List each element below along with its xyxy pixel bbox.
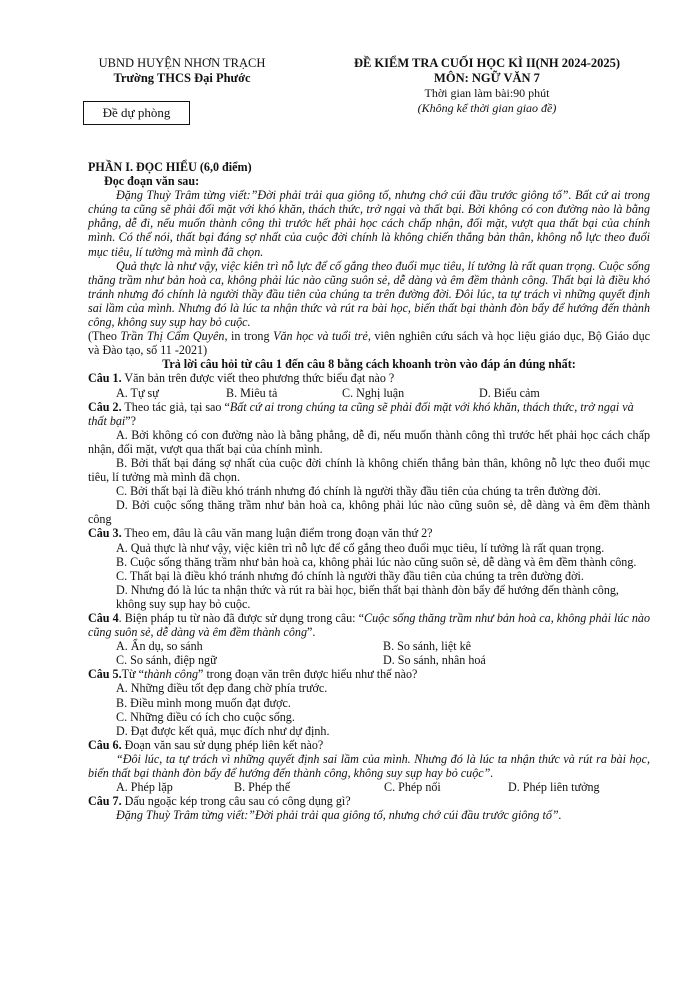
q5-option-c[interactable]: C. Những điều có ích cho cuộc sống. [116,709,295,724]
exam-content [88,160,650,822]
header-left [82,56,282,86]
q1-option-c[interactable]: C. Nghị luận [342,385,405,400]
q4-option-c[interactable]: C. So sánh, điệp ngữ [116,653,217,668]
q6-option-d[interactable]: D. Phép liên tưởng [508,780,600,795]
q7-quote: Đặng Thuỳ Trâm từng viết:”Đời phải trải qua giông tố, nhưng chớ cúi đầu trước giông tố”. [116,808,562,823]
q4-option-a[interactable]: A. Ẩn dụ, so sánh [116,639,203,654]
q3-option-a[interactable]: A. Quả thực là như vậy, việc kiên trì nỗ lực để cố gắng theo đuổi mục tiêu, lí tưởng là rất quan trọng. [116,540,605,555]
backup-exam-box: Đề dự phòng [83,101,190,125]
q5-option-a[interactable]: A. Những điều tốt đẹp đang chờ phía trước. [116,681,328,696]
q5-option-d[interactable]: D. Đạt được kết quả, mục đích như dự định. [116,723,330,738]
q2-option-a[interactable]: A. Bởi không có con đường nào là bằng phẳng, dễ đi, nếu muốn thành công thì trước hết phải học cách chấp nhận, đối mặt, vượt qua thất bại của chính mình. [88,427,650,456]
q2-option-c[interactable]: C. Bởi thất bại là điều khó tránh nhưng đó chính là người thầy đầu tiên của chúng ta trên đường đời. [116,484,601,499]
question-5: Câu 5.Từ “thành công” trong đoạn văn trên được hiểu như thế nào? [88,667,418,682]
question-3: Câu 3. Theo em, đâu là câu văn mang luận điểm trong đoạn văn thứ 2? [88,526,433,541]
passage-paragraph-1: Đặng Thuỳ Trâm từng viết:”Đời phải trải qua giông tố, nhưng chớ cúi đầu trước giông tố”. Bất cứ ai trong chúng ta cũng sẽ phải đối mặt với khó khăn, thách thức, trở ngại và thất bại. Bởi không có con đường nào là bằng phẳng, dễ đi, nếu muốn thành công thì trước hết phải học cách chấp nhận, đối mặt, vượt qua thất bại của chính mình. Có thể nói, thất bại đáng sợ nhất của cuộc đời chính là không chiến thắng bản thân, không nỗ lực theo đuổi mục tiêu, lí tưởng mà mình đã chọn. [88,188,650,259]
read-label: Đọc đoạn văn sau: [104,174,200,189]
q4-option-d[interactable]: D. So sánh, nhân hoá [383,653,486,668]
question-2: Câu 2. Theo tác giả, tại sao “Bất cứ ai trong chúng ta cũng sẽ phải đối mặt với khó khăn, thách thức, trở ngại và thất bại”? [88,399,634,428]
q3-option-b[interactable]: B. Cuộc sống thăng trầm như bản hoà ca, không phải lúc nào cũng suôn sẻ, dễ dàng và êm đềm thành công. [116,554,637,569]
question-4-options-row-2 [88,653,650,667]
q2-option-b[interactable]: B. Bởi thất bại đáng sợ nhất của cuộc đời chính là không chiến thắng bản thân, không nỗ lực theo đuổi mục tiêu, lí tưởng mà mình đã chọn. [88,455,650,485]
exam-title: ĐỀ KIỂM TRA CUỐI HỌC KÌ II(NH 2024-2025) [353,56,621,70]
school-name: Trường THCS Đại Phước [113,71,251,85]
q1-option-d[interactable]: D. Biểu cảm [479,385,540,400]
question-6: Câu 6. Đoạn văn sau sử dụng phép liên kết nào? [88,737,324,752]
q1-option-b[interactable]: B. Miêu tả [226,385,278,400]
passage-source: (Theo Trần Thị Cẩm Quyên, in trong Văn học và tuổi trẻ, viên nghiên cứu sách và học liệu giáo dục, Bộ Giáo dục và Đào tạo, số 11 -2021) [88,329,650,358]
instruction: Trả lời câu hỏi từ câu 1 đến câu 8 bằng cách khoanh tròn vào đáp án đúng nhất: [162,357,576,372]
q6-option-b[interactable]: B. Phép thế [234,780,291,795]
question-4-options-row-1 [88,639,650,653]
q4-option-b[interactable]: B. So sánh, liệt kê [383,639,472,654]
part-title: PHẦN I. ĐỌC HIỂU (6,0 điểm) [88,160,252,174]
exam-time: Thời gian làm bài:90 phút [424,86,550,100]
q3-option-c[interactable]: C. Thất bại là điều khó tránh nhưng đó chính là người thầy đầu tiên của chúng ta trên đường đời. [116,568,584,583]
q1-option-a[interactable]: A. Tự sự [116,385,159,400]
q2-option-d[interactable]: D. Bởi cuộc sống thăng trầm như bản hoà ca, không phải lúc nào cũng suôn sẻ, dễ dàng và êm đềm thành công [88,498,650,527]
question-1: Câu 1. Văn bản trên được viết theo phương thức biểu đạt nào ? [88,371,395,386]
q3-option-d[interactable]: D. Nhưng đó là lúc ta nhận thức và rút ra bài học, biến thất bại thành đòn bẩy để hướng đến thành công, không suy sụp hay bỏ cuộc. [116,582,619,611]
district-name: UBND HUYỆN NHƠN TRẠCH [98,56,266,70]
question-1-options [88,386,650,400]
passage-paragraph-2: Quả thực là như vậy, việc kiên trì nỗ lực để cố gắng theo đuổi mục tiêu, lí tưởng là rất quan trọng. Cuộc sống thăng trầm như bản hoà ca, không phải lúc nào cũng suôn sẻ, dễ dàng và êm đềm thành công. Thất bại là điều khó tránh nhưng đó chính là người thầy đầu tiên của chúng ta trên đường đời. Đôi lúc, ta tự trách vì những quyết định sai lầm của mình. Nhưng đó là lúc ta nhận thức và rút ra bài học, biến thất bại thành đòn bẩy để hướng đến thành công, không suy sụp hay bỏ cuộc. [88,258,650,330]
subject: MÔN: NGỮ VĂN 7 [434,71,540,85]
q6-option-c[interactable]: C. Phép nối [384,780,441,795]
question-6-options [88,780,650,794]
time-note: (Không kể thời gian giao đề) [417,101,557,115]
question-7: Câu 7. Dấu ngoặc kép trong câu sau có công dụng gì? [88,794,351,809]
q5-option-b[interactable]: B. Điều mình mong muốn đạt được. [116,695,291,710]
q6-option-a[interactable]: A. Phép lặp [116,780,173,795]
q6-quote: “Đôi lúc, ta tự trách vì những quyết định sai lầm của mình. Nhưng đó là lúc ta nhận thức và rút ra bài học, biến thất bại thành đòn bẩy để hướng đến thành công, không suy sụp hay bỏ cuộc”. [88,751,650,781]
header-right [332,56,642,116]
question-4: Câu 4. Biện pháp tu từ nào đã được sử dụng trong câu: “Cuộc sống thăng trầm như bản hoà ca, không phải lúc nào cũng suôn sẻ, dễ dàng và êm đềm thành công”. [88,611,650,640]
